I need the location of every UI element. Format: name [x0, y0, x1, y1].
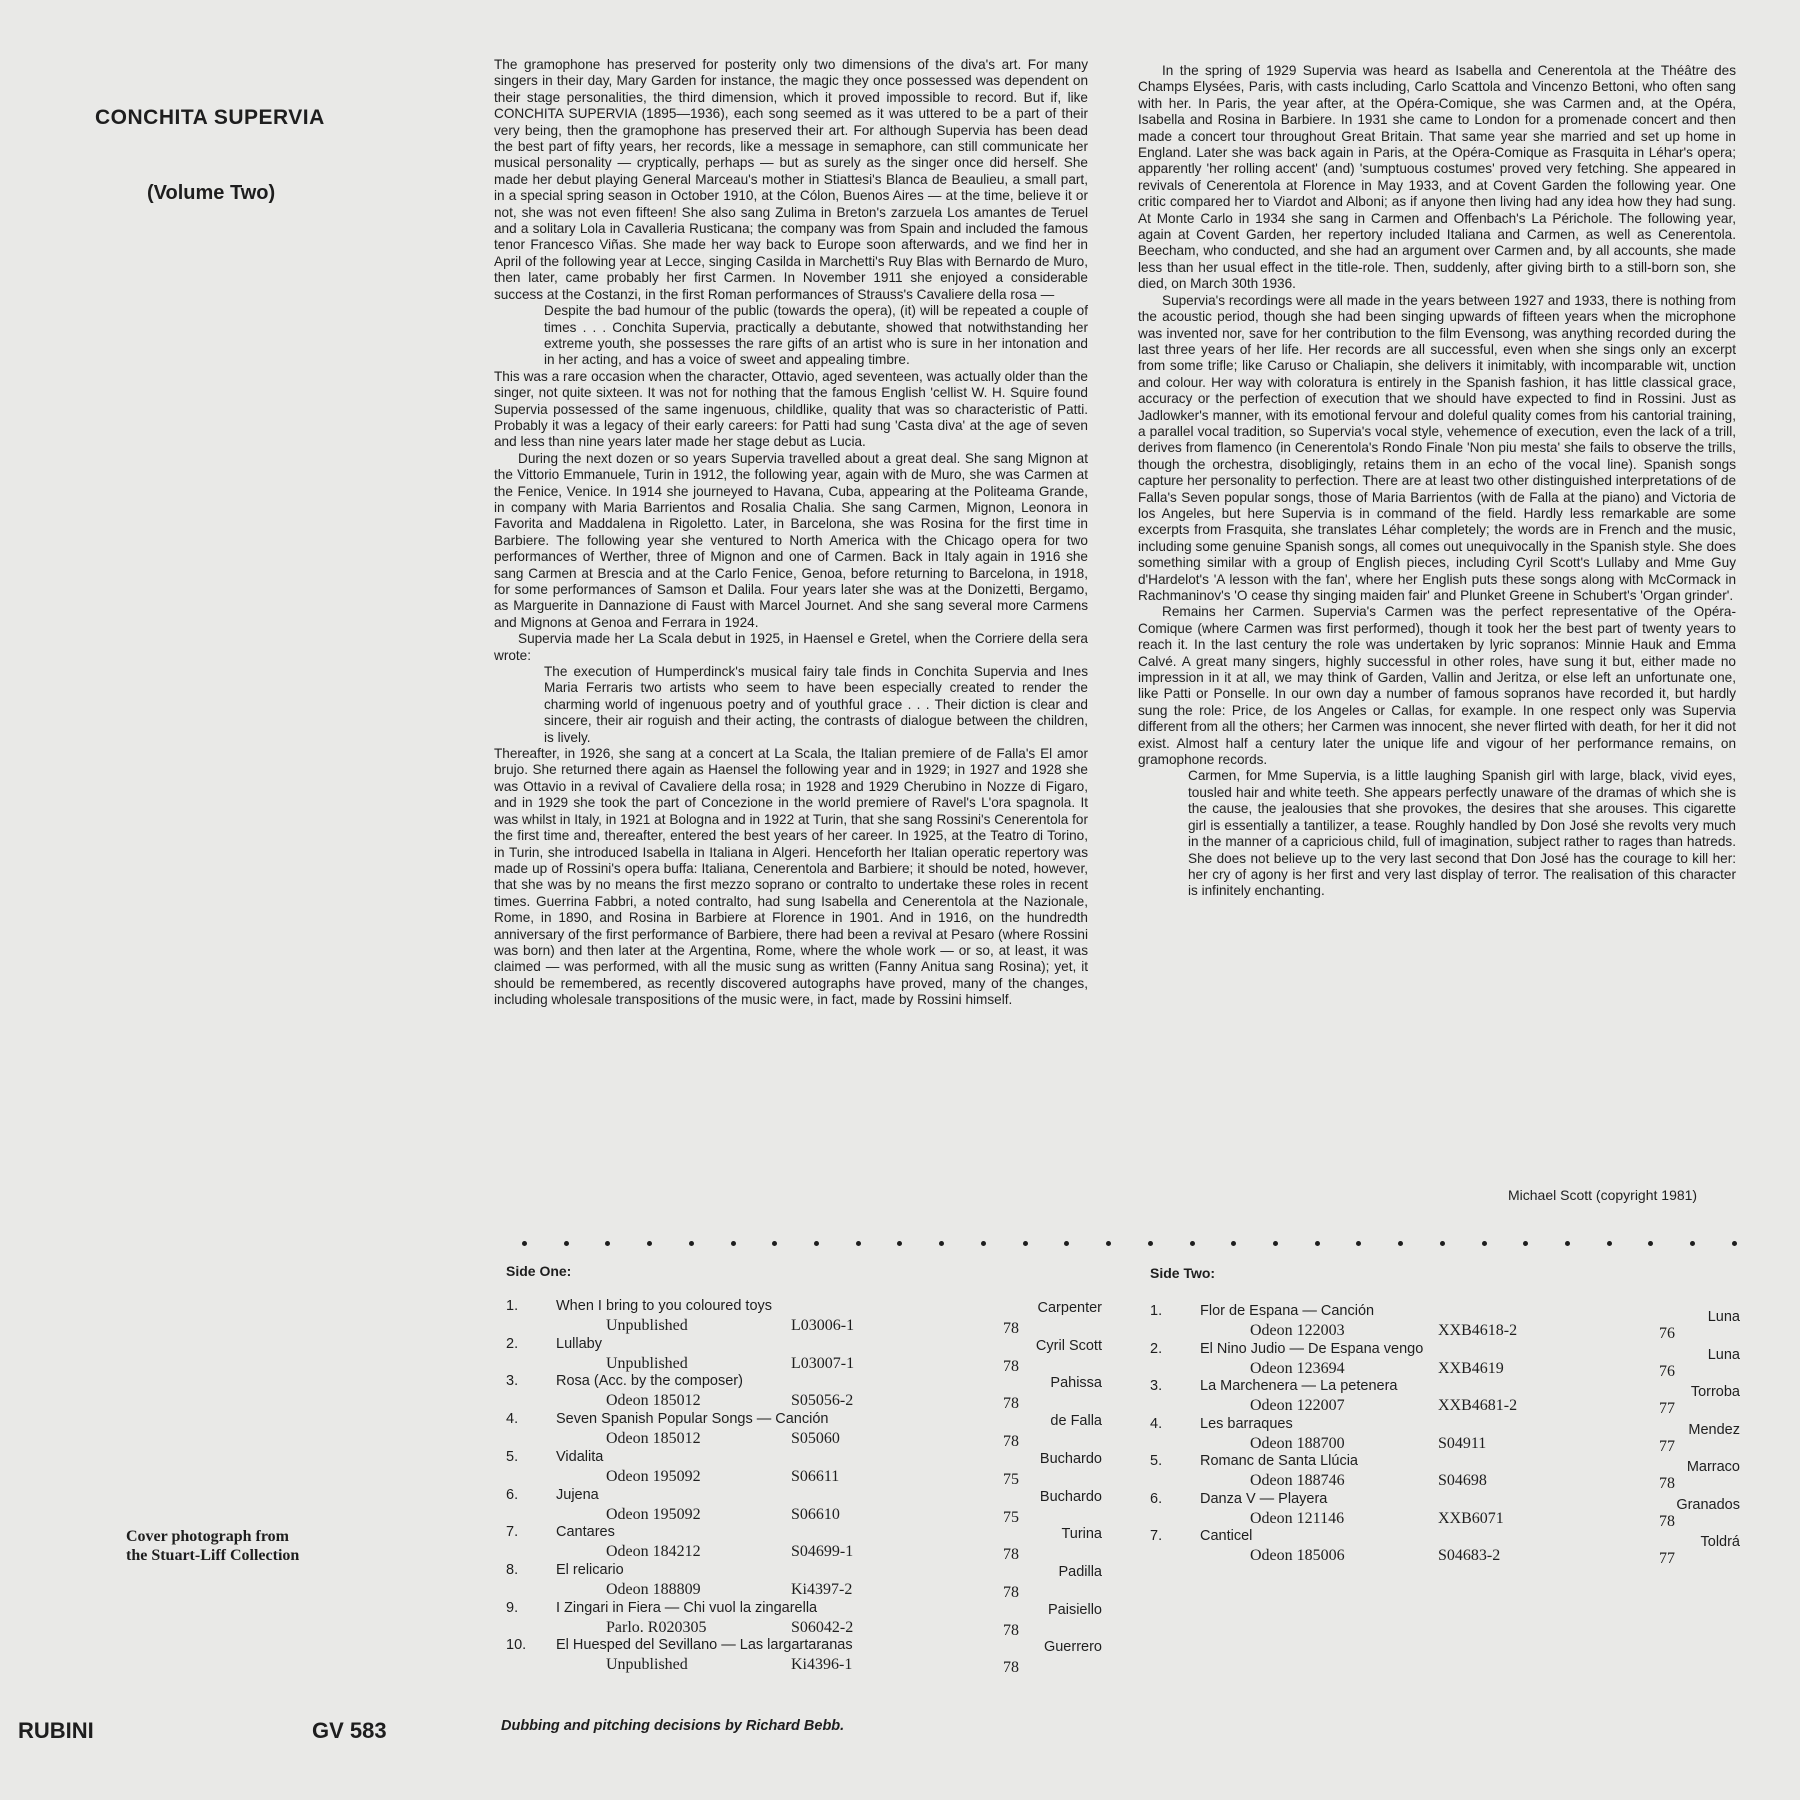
- divider-dot: [1273, 1241, 1278, 1246]
- divider-dot: [1607, 1241, 1612, 1246]
- paragraph: The gramophone has preserved for posterity only two dimensions of the diva's art. For many singers in their day, Mary Garden for instance, the magic they once possessed was dependent on their stage personalities, the third dimension, which it proved impossible to record. But if, like CONCHITA SUPERVIA (1895—1936), each song seemed as it was uttered to be a part of their very being, then the gramophone has preserved their art. For although Supervia has been dead the best part of fifty years, her records, like a message in semaphore, can still communicate her musical personality — cryptically, perhaps — but as surely as the singer once did herself. She made her debut playing General Marceau's mother in Stiattesi's Blanca de Beaulieu, a small part, in a special spring season in October 1910, at the Cólon, Buenos Aires — at the time, believe it or not, she was not even fifteen! She also sang Zulima in Breton's zarzuela Los amantes de Teruel and a solitary Lola in Cavalleria Rusticana; the company was from Spain and included the famous tenor Francesco Viñas. She made her way back to Europe soon afterwards, and we find her in April of the following year at Lecce, singing Casilda in Marchetti's Ruy Blas with Bernardo de Muro, then later, came probably her first Carmen. In November 1911 she enjoyed a considerable success at the Costanzi, in the first Roman performances of Strauss's Cavaliere della rosa —: [494, 57, 1088, 302]
- divider-dot: [1190, 1241, 1195, 1246]
- track-number: 5.: [506, 1448, 519, 1465]
- album-title: CONCHITA SUPERVIA: [95, 106, 325, 129]
- track-matrix: S06611: [791, 1467, 840, 1485]
- track-title: Cantares: [556, 1524, 615, 1541]
- track-row: [1150, 1303, 1740, 1341]
- divider-dot: [1648, 1241, 1653, 1246]
- paragraph: Remains her Carmen. Supervia's Carmen was the perfect representative of the Opéra-Comique (where Carmen was first performed), though it took her the best part of twenty years to reach it. In the last century the role was undertaken by lyric sopranos: Minnie Hauk and Emma Calvé. A great many singers, highly successful in other roles, have sung it but, either made no impression in it at all, we may think of Garden, Vallin and Jeritza, or else left an unfortunate one, like Patti or Ponselle. In our own day a number of famous sopranos have recorded it, but hardly sung the role: Price, de los Angeles or Callas, for example. In one respect only was Supervia different from all the others; her Carmen was innocent, she never flirted with death, for her it did not exist. Almost half a century later the unique life and vigour of her performance remains, on gramophone records.: [1138, 604, 1736, 768]
- quotation: Despite the bad humour of the public (towards the opera), (it) will be repeated a couple of times . . . Conchita Supervia, practically a debutante, showed that notwithstanding her extreme youth, she possesses the rare gifts of an artist who is sure in her intonation and in her acting, and has a voice of sweet and appealing timbre.: [544, 303, 1088, 368]
- track-row: [506, 1562, 1102, 1600]
- track-label: Odeon 195092: [606, 1505, 701, 1523]
- track-matrix: Ki4397-2: [791, 1580, 853, 1598]
- divider-dot: [1690, 1241, 1695, 1246]
- dotted-divider: [522, 1241, 1737, 1246]
- track-label: Odeon 185006: [1250, 1547, 1345, 1564]
- track-matrix: S04911: [1438, 1434, 1487, 1452]
- track-label: Parlo. R020305: [606, 1618, 707, 1636]
- track-row: [1150, 1453, 1740, 1491]
- track-speed: 78: [1003, 1395, 1019, 1413]
- paragraph: During the next dozen or so years Supervia travelled about a great deal. She sang Mignon at the Vittorio Emmanuele, Turin in 1912, the following year, again with de Muro, she was Carmen at the Fenice, Venice. In 1914 she journeyed to Havana, Cuba, appearing at the Politeama Grande, in company with Maria Barrientos and Rosalia Chalia. She sang Carmen, Mignon, Leonora in Favorita and Maddalena in Rigoletto. Later, in Barcelona, she was Rosina for the first time in Barbiere. The following year she ventured to North America with the Chicago opera for two performances of Werther, three of Mignon and one of Carmen. Back in Italy again in 1916 she sang Carmen at Brescia and at the Carlo Fenice, Genoa, before returning to Barcelona, in 1918, for some performances of Samson et Dalila. Four years later she was at the Donizetti, Bergamo, as Marguerite in Dannazione di Faust with Marcel Journet. And she sang several more Carmens and Mignons at Genoa and Ferrara in 1924.: [494, 450, 1088, 630]
- track-row: [506, 1524, 1102, 1562]
- catalog-number: GV 583: [312, 1718, 387, 1743]
- track-composer: Paisiello: [1048, 1601, 1102, 1618]
- track-title: Romanc de Santa Llúcia: [1200, 1453, 1358, 1469]
- divider-dot: [1148, 1241, 1153, 1246]
- track-matrix: S04683-2: [1438, 1547, 1501, 1564]
- track-label: Odeon 121146: [1250, 1509, 1345, 1527]
- track-row: [506, 1336, 1102, 1374]
- track-matrix: XXB4681-2: [1438, 1397, 1518, 1414]
- track-label: Odeon 122003: [1250, 1322, 1345, 1339]
- track-matrix: L03007-1: [791, 1354, 855, 1372]
- divider-dot: [897, 1241, 902, 1246]
- track-composer: Turina: [1061, 1526, 1102, 1543]
- track-title: Les barraques: [1200, 1415, 1293, 1432]
- track-composer: Toldrá: [1700, 1534, 1740, 1550]
- divider-dot: [1732, 1241, 1737, 1246]
- divider-dot: [1565, 1241, 1570, 1246]
- track-number: 9.: [506, 1599, 519, 1616]
- track-speed: 78: [1003, 1621, 1019, 1639]
- track-row: [506, 1373, 1102, 1411]
- track-row: [1150, 1491, 1740, 1529]
- track-speed: 78: [1003, 1433, 1019, 1451]
- track-number: 10.: [506, 1637, 527, 1654]
- divider-dot: [1106, 1241, 1111, 1246]
- track-number: 2.: [506, 1335, 519, 1352]
- paragraph: Thereafter, in 1926, she sang at a concert at La Scala, the Italian premiere of de Falla's El amor brujo. She returned there again as Haensel the following year and in 1929; in 1927 and 1928 she was Ottavio in a revival of Cavaliere della rosa; in 1928 and 1929 Cherubino in Nozze di Figaro, and in 1929 she took the part of Concezione in the world premiere of Ravel's L'ora spagnola. It was whilst in Italy, in 1921 at Bologna and in 1922 at Turin, that she sang Rossini's Cenerentola for the first time and, thereafter, entered the best years of her career. In 1925, at the Teatro di Torino, in Turin, she introduced Isabella in Italiana in Algeri. Henceforth her Italian operatic repertory was made up of Rossini's opera buffa: Italiana, Cenerentola and Barbiere; it should be noted, however, that she was by no means the first mezzo soprano or contralto to undertake these roles in recent times. Guerrina Fabbri, a noted contralto, had sung Isabella and Cenerentola at the Nazionale, Rome, in 1890, and Rosina in Barbiere at Florence in 1901. And in 1916, on the hundredth anniversary of the first performance of Barbiere, there had been a revival at Pesaro (where Rossini was born) and then later at the Argentina, Rome, where the whole work — or so, at least, it was claimed — was performed, with all the music sung as written (Fanny Anitua sang Rosina); yet, it should be remembered, as recently discovered autographs have proved, many of the changes, including wholesale transpositions of the music were, in fact, made by Rossini himself.: [494, 746, 1088, 1008]
- track-label: Odeon 185012: [606, 1392, 701, 1410]
- track-label: Unpublished: [606, 1317, 688, 1334]
- divider-dot: [522, 1241, 527, 1246]
- track-composer: Luna: [1707, 1309, 1740, 1325]
- track-speed: 77: [1659, 1437, 1675, 1455]
- track-matrix: L03006-1: [791, 1317, 855, 1334]
- track-speed: 78: [1003, 1659, 1019, 1677]
- divider-dot: [1523, 1241, 1528, 1246]
- track-speed: 76: [1659, 1362, 1675, 1380]
- track-title: Seven Spanish Popular Songs — Canción: [556, 1411, 829, 1428]
- track-composer: Guerrero: [1043, 1639, 1102, 1656]
- track-row: [1150, 1528, 1740, 1566]
- track-row: [506, 1637, 1102, 1675]
- divider-dot: [981, 1241, 986, 1246]
- track-matrix: S06610: [791, 1505, 840, 1523]
- track-matrix: XXB6071: [1438, 1509, 1504, 1527]
- track-row: [1150, 1378, 1740, 1416]
- side-one-heading: Side One:: [506, 1263, 572, 1279]
- track-speed: 77: [1659, 1550, 1675, 1567]
- track-label: Odeon 188700: [1250, 1434, 1345, 1452]
- track-speed: 75: [1003, 1470, 1019, 1488]
- quotation: Carmen, for Mme Supervia, is a little laughing Spanish girl with large, black, vivid eyes, tousled hair and white teeth. She appears perfectly unaware of the dramas of which she is the cause, the jealousies that she provokes, the desires that she arouses. This cigarette girl is essentially a tantilizer, a tease. Roughly handled by Don José she revolts very much in the manner of a capricious child, full of imagination, subject rather to rages than hatreds. She does not believe up to the very last second that Don José has the courage to kill her: her cry of agony is her first and very last display of terror. The realisation of this character is infinitely enchanting.: [1188, 768, 1736, 899]
- track-number: 1.: [1150, 1303, 1163, 1319]
- track-label: Odeon 188746: [1250, 1472, 1345, 1489]
- track-number: 3.: [506, 1373, 519, 1390]
- track-speed: 78: [1003, 1583, 1019, 1601]
- track-title: El Nino Judio — De Espana vengo: [1200, 1340, 1424, 1357]
- divider-dot: [939, 1241, 944, 1246]
- divider-dot: [1398, 1241, 1403, 1246]
- divider-dot: [1356, 1241, 1361, 1246]
- track-title: Rosa (Acc. by the composer): [556, 1373, 743, 1390]
- track-number: 6.: [506, 1486, 519, 1503]
- divider-dot: [564, 1241, 569, 1246]
- track-matrix: S05056-2: [791, 1392, 854, 1410]
- track-speed: 78: [1659, 1512, 1675, 1530]
- track-number: 4.: [1150, 1415, 1163, 1432]
- track-title: Lullaby: [556, 1335, 602, 1352]
- track-composer: Luna: [1707, 1346, 1740, 1363]
- track-speed: 78: [1003, 1320, 1019, 1337]
- track-matrix: S05060: [791, 1430, 840, 1448]
- side-two-heading: Side Two:: [1150, 1265, 1216, 1281]
- divider-dot: [772, 1241, 777, 1246]
- track-composer: Granados: [1676, 1496, 1740, 1513]
- track-number: 7.: [1150, 1528, 1163, 1544]
- track-matrix: S06042-2: [791, 1618, 854, 1636]
- track-number: 1.: [506, 1298, 519, 1314]
- track-number: 4.: [506, 1411, 519, 1428]
- paragraph: Supervia's recordings were all made in the years between 1927 and 1933, there is nothing from the acoustic period, though she had been singing upwards of fifteen years when the microphone was invented nor, save for her contribution to the film Evensong, was anything recorded during the last three years of her life. Her records are all successful, even when she sings only an excerpt from some trifle; like Caruso or Chaliapin, she delivers it inimitably, with incomparable wit, unction and colour. Her way with coloratura is entirely in the Spanish fashion, it has little classical grace, accuracy or the perfection of execution that we should have expected to find in Rossini. Just as Jadlowker's manner, with its emotional fervour and doleful quality comes from his cantorial training, a parallel vocal tradition, so Supervia's vocal style, vehemence of execution, even the lack of a trill, derives from flamenco (in Cenerentola's Rondo Finale 'Non piu mesta' she fails to observe the trills, though the orchestra, disobligingly, retains them in an echo of the vocal line). Spanish songs capture her personality to perfection. There are at least two other distinguished interpretations of de Falla's Seven popular songs, those of Maria Barrientos (with de Falla at the piano) and Victoria de los Angeles, but here Supervia is in command of the field. Hardly less remarkable are some excerpts from Frasquita, she translates Léhar completely; the words are in French and the music, including some genuine Spanish songs, all comes out unequivocally in the Spanish style. She does something similar with a group of English pieces, including Cyril Scott's Lullaby and Mme Guy d'Hardelot's 'A lesson with the fan', where her English puts these songs along with McCormack in Rachmaninov's 'O cease thy singing maiden fair' and Plunket Greene in Schubert's 'Organ grinder'.: [1138, 292, 1736, 603]
- track-title: Vidalita: [556, 1448, 604, 1465]
- track-composer: Carpenter: [1037, 1300, 1102, 1316]
- cover-credit-line: the Stuart-Liff Collection: [126, 1547, 300, 1564]
- track-matrix: XXB4618-2: [1438, 1322, 1518, 1339]
- track-title: La Marchenera — La petenera: [1200, 1378, 1398, 1394]
- track-composer: Pahissa: [1050, 1375, 1102, 1392]
- track-speed: 77: [1659, 1400, 1675, 1417]
- track-label: Odeon 185012: [606, 1430, 701, 1448]
- track-title: Canticel: [1200, 1528, 1253, 1544]
- track-row: [1150, 1341, 1740, 1379]
- track-matrix: S04698: [1438, 1472, 1487, 1489]
- divider-dot: [689, 1241, 694, 1246]
- track-number: 7.: [506, 1524, 519, 1541]
- track-row: [1150, 1416, 1740, 1454]
- cover-photo-credit: [126, 1527, 299, 1565]
- track-matrix: S04699-1: [791, 1543, 854, 1561]
- track-composer: Torroba: [1690, 1384, 1740, 1400]
- divider-dot: [605, 1241, 610, 1246]
- track-label: Odeon 122007: [1250, 1397, 1345, 1414]
- track-title: Jujena: [556, 1486, 599, 1503]
- liner-notes-column-1: [494, 57, 1088, 1009]
- cover-credit-line: Cover photograph from: [126, 1528, 289, 1545]
- paragraph: This was a rare occasion when the character, Ottavio, aged seventeen, was actually older than the singer, not quite sixteen. It was not for nothing that the famous English 'cellist W. H. Squire found Supervia possessed of the same ingenuous, childlike, quality that was so characteristic of Patti. Probably it was a legacy of their early careers: for Patti had sung 'Casta diva' at the age of seven and less than nine years later made her stage debut as Lucia.: [494, 368, 1088, 450]
- divider-dot: [856, 1241, 861, 1246]
- track-title: Flor de Espana — Canción: [1200, 1303, 1375, 1319]
- divider-dot: [1023, 1241, 1028, 1246]
- divider-dot: [731, 1241, 736, 1246]
- notes-author-credit: Michael Scott (copyright 1981): [1508, 1187, 1698, 1203]
- divider-dot: [1315, 1241, 1320, 1246]
- track-title: El Huesped del Sevillano — Las largartaranas: [556, 1637, 853, 1654]
- quotation: The execution of Humperdinck's musical fairy tale finds in Conchita Supervia and Ines Maria Ferraris two artists who seem to have been especially created to render the charming world of ingenuous poetry and of youthful grace . . . Their diction is clear and sincere, their air roguish and their acting, the contrasts of dialogue between the children, is lively.: [544, 664, 1088, 745]
- divider-dot: [1440, 1241, 1445, 1246]
- track-label: Odeon 188809: [606, 1580, 701, 1598]
- track-number: 5.: [1150, 1453, 1163, 1469]
- paragraph: Supervia made her La Scala debut in 1925, in Haensel e Gretel, when the Corriere della sera wrote:: [494, 631, 1088, 663]
- track-label: Unpublished: [606, 1354, 688, 1372]
- track-row: [506, 1487, 1102, 1525]
- track-number: 8.: [506, 1561, 519, 1578]
- track-title: Danza V — Playera: [1200, 1490, 1328, 1507]
- dubbing-credit: Dubbing and pitching decisions by Richard Bebb.: [501, 1718, 845, 1734]
- track-row: [506, 1600, 1102, 1638]
- track-label: Odeon 184212: [606, 1543, 701, 1561]
- track-row: [506, 1298, 1102, 1336]
- track-speed: 78: [1003, 1357, 1019, 1375]
- track-label: Odeon 195092: [606, 1467, 701, 1485]
- track-composer: Cyril Scott: [1035, 1337, 1102, 1354]
- record-label: RUBINI: [18, 1718, 94, 1743]
- track-matrix: Ki4396-1: [791, 1656, 853, 1674]
- divider-dot: [647, 1241, 652, 1246]
- track-speed: 78: [1003, 1546, 1019, 1564]
- track-label: Unpublished: [606, 1656, 688, 1674]
- track-title: El relicario: [556, 1561, 624, 1578]
- track-number: 3.: [1150, 1378, 1163, 1394]
- track-composer: de Falla: [1050, 1413, 1102, 1430]
- track-label: Odeon 123694: [1250, 1359, 1345, 1377]
- track-number: 6.: [1150, 1490, 1163, 1507]
- track-composer: Padilla: [1058, 1563, 1102, 1580]
- track-composer: Buchardo: [1039, 1450, 1102, 1467]
- track-speed: 78: [1659, 1475, 1675, 1492]
- divider-dot: [1064, 1241, 1069, 1246]
- track-row: [506, 1411, 1102, 1449]
- track-title: I Zingari in Fiera — Chi vuol la zingarella: [556, 1599, 818, 1616]
- divider-dot: [814, 1241, 819, 1246]
- album-subtitle: (Volume Two): [147, 182, 276, 204]
- track-row: [506, 1449, 1102, 1487]
- track-composer: Marraco: [1686, 1459, 1740, 1475]
- track-composer: Mendez: [1688, 1421, 1740, 1438]
- track-speed: 75: [1003, 1508, 1019, 1526]
- track-number: 2.: [1150, 1340, 1163, 1357]
- track-title: When I bring to you coloured toys: [556, 1298, 773, 1314]
- track-composer: Buchardo: [1039, 1488, 1102, 1505]
- liner-notes-column-2: [1138, 63, 1736, 900]
- track-speed: 76: [1659, 1325, 1675, 1342]
- paragraph: In the spring of 1929 Supervia was heard as Isabella and Cenerentola at the Théâtre des Champs Elysées, Paris, with casts including, Carlo Scattola and Vincenzo Bettoni, who often sang with her. In Paris, the year after, at the Opéra-Comique, she was Carmen and, at the Opéra, Isabella and Rosina in Barbiere. In 1931 she came to London for a promenade concert and then made a concert tour throughout Great Britain. That same year she married and set up home in England. Later she was back again in Paris, at the Opéra-Comique as Frasquita in Léhar's opera; apparently 'her rolling accent' (and) 'sumptuous costumes' proved very fetching. She appeared in revivals of Cenerentola at Florence in May 1933, and at Covent Garden the following year. One critic compared her to Viardot and Alboni; as if anyone then living had any idea how they had sung. At Monte Carlo in 1934 she sang in Carmen and Offenbach's La Périchole. The following year, again at Covent Garden, her repertory included Italiana and Carmen, as well as Cenerentola. Beecham, who conducted, and she had an argument over Carmen and, by all accounts, she made less than her usual effect in the title-role. Then, suddenly, after giving birth to a still-born son, she died, on March 30th 1936.: [1138, 63, 1736, 292]
- track-matrix: XXB4619: [1438, 1359, 1504, 1377]
- divider-dot: [1231, 1241, 1236, 1246]
- divider-dot: [1482, 1241, 1487, 1246]
